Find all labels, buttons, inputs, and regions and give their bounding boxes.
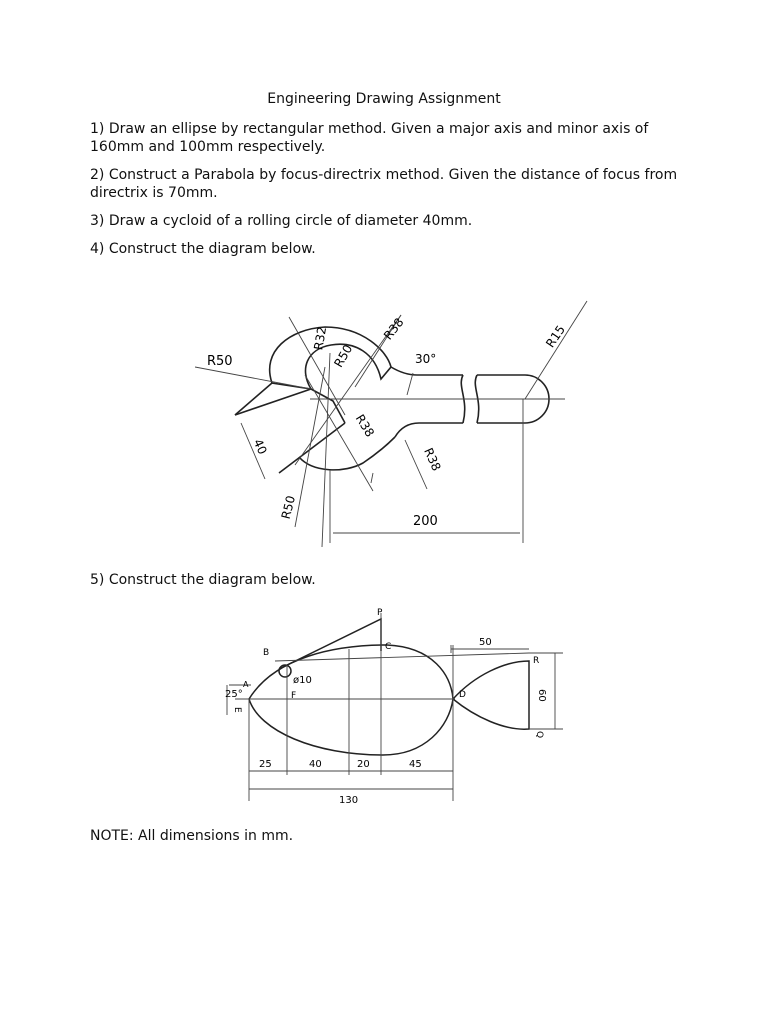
question-3: 3) Draw a cycloid of a rolling circle of diameter 40mm.	[90, 213, 473, 229]
question-2: 2) Construct a Parabola by focus-directrix method. Given the distance of focus from directrix is 70mm.	[90, 167, 678, 201]
label-r50-inner: R50	[331, 342, 356, 370]
label-d130: 130	[339, 795, 359, 806]
wrench-drawing	[195, 295, 595, 555]
wrench-jaw-upper	[235, 383, 272, 415]
label-d45: 45	[409, 759, 422, 770]
tick-a	[371, 473, 373, 483]
fish-body-lower	[249, 699, 453, 755]
label-25deg: 25°	[225, 689, 243, 700]
label-dim60: 60	[536, 689, 547, 702]
wrench-handle-top	[391, 367, 463, 375]
question-4: 4) Construct the diagram below.	[90, 241, 316, 257]
label-f: F	[291, 691, 297, 701]
label-dim40: 40	[250, 436, 270, 457]
label-p: P	[377, 608, 383, 618]
leader-30deg	[407, 373, 413, 395]
label-a: A	[243, 680, 249, 689]
label-r15: R15	[543, 322, 568, 351]
page-title: Engineering Drawing Assignment	[267, 91, 501, 107]
label-d40: 40	[309, 759, 322, 770]
question-5: 5) Construct the diagram below.	[90, 572, 316, 588]
question-1: 1) Draw an ellipse by rectangular method. Given a major axis and minor axis of 160mm and 100mm respectively.	[90, 121, 649, 155]
label-30deg: 30°	[415, 352, 437, 366]
label-d25: 25	[259, 759, 272, 770]
label-r: R	[533, 656, 540, 666]
label-r38-mid: R38	[352, 411, 378, 440]
wrench-jaw-edge	[235, 389, 311, 415]
wrench-handle-bottom	[395, 423, 463, 437]
label-q: Q	[534, 731, 544, 739]
label-r38-top: R38	[380, 315, 407, 343]
label-d: D	[459, 690, 466, 700]
wrench-head-lower	[299, 437, 395, 470]
fish-dorsal-fin	[279, 619, 381, 669]
fish-drawing	[215, 605, 575, 810]
label-e: E	[232, 707, 242, 713]
leader-r38-low	[405, 440, 427, 489]
label-c: C	[385, 642, 392, 652]
label-b: B	[263, 648, 270, 658]
label-r50-bottom: R50	[278, 494, 299, 521]
note-text: NOTE: All dimensions in mm.	[90, 828, 294, 844]
label-r38-low: R38	[421, 445, 444, 474]
leader-r15	[525, 301, 587, 399]
label-dim200: 200	[413, 514, 438, 529]
construction-line-e	[195, 367, 311, 389]
label-dim50: 50	[479, 637, 492, 648]
construction-line-f	[295, 367, 325, 527]
label-d20: 20	[357, 759, 370, 770]
label-r50-left: R50	[207, 354, 233, 369]
label-dia10: ø10	[293, 675, 312, 686]
label-r32: R32	[311, 325, 330, 352]
wrench-head-outline	[270, 327, 391, 389]
